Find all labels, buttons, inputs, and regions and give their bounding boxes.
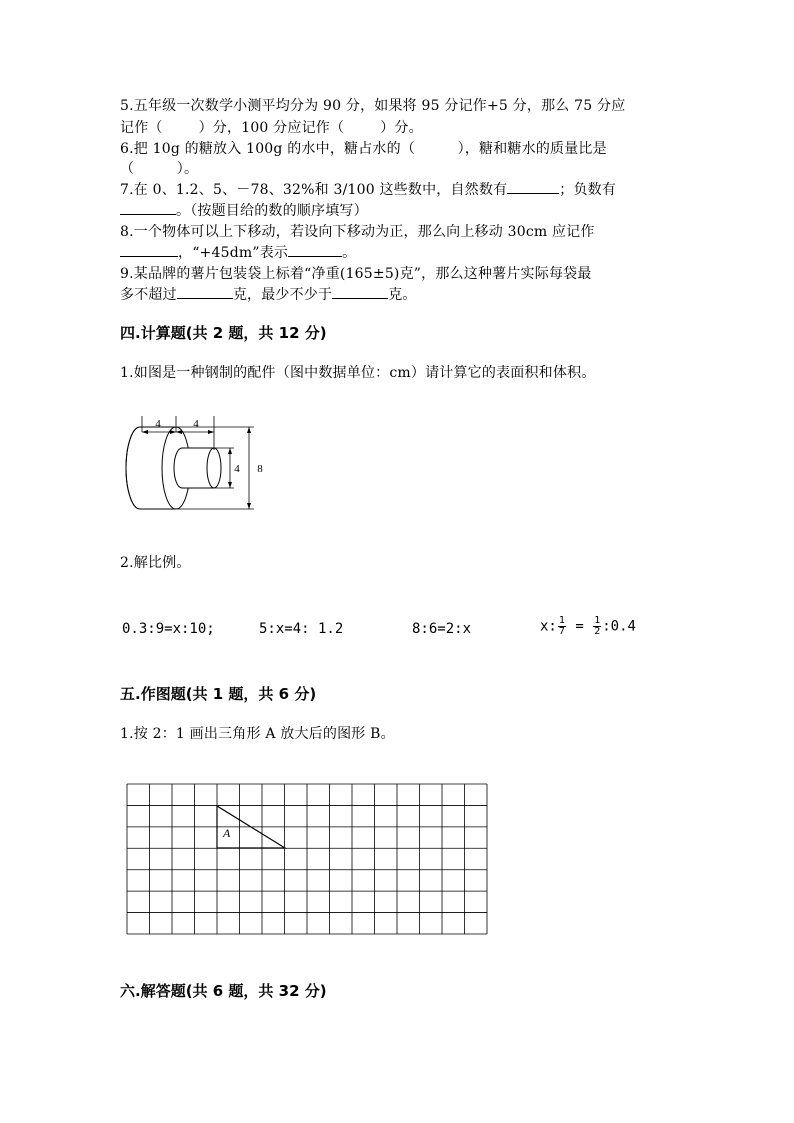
triangle-a-label: A [223, 826, 231, 840]
proportion-1: 0.3:9=x:10; [122, 621, 215, 637]
q7-blank-natural[interactable] [507, 180, 559, 194]
fraction-one-half: $\frac{1}{2}$ [594, 615, 601, 637]
fraction-one-seventh: $\frac{1}{7}$ [558, 615, 565, 637]
q5-line1: 5.五年级一次数学小测平均分为 90 分，如果将 95 分记作+5 分，那么 75 分应 [120, 98, 626, 114]
q8-line1: 8.一个物体可以上下移动，若设向下移动为正，那么向上移动 30cm 应记作 [120, 224, 595, 240]
label-left-width: 4 [155, 418, 161, 430]
section4-heading: 四.计算题(共 2 题，共 12 分) [120, 324, 327, 342]
section4-q1: 1.如图是一种钢制的配件（图中数据单位：cm）请计算它的表面积和体积。 [120, 365, 596, 381]
q8-blank-1[interactable] [120, 243, 178, 257]
section5-q1: 1.按 2：1 画出三角形 A 放大后的图形 B。 [120, 726, 395, 742]
q6-line1: 6.把 10g 的糖放入 100g 的水中，糖占水的（ ），糖和糖水的质量比是 [120, 141, 607, 157]
q9-line1: 9.某品牌的薯片包装袋上标着“净重(165±5)克”，那么这种薯片实际每袋最 [120, 266, 592, 282]
q5-line2: 记作（ ）分，100 分应记作（ ）分。 [120, 120, 423, 136]
q9-blank-max[interactable] [177, 285, 233, 299]
q7-line2: 。（按题目给的数的顺序填写） [120, 201, 368, 221]
q8-line2: ，“+45dm”表示 。 [120, 243, 356, 263]
q9-blank-min[interactable] [332, 285, 388, 299]
q8-blank-2[interactable] [288, 243, 342, 257]
label-inner-height: 4 [234, 463, 240, 475]
proportion-2: 5:x=4: 1.2 [259, 621, 344, 637]
steel-part-figure [118, 410, 278, 520]
small-cylinder-face [207, 448, 221, 488]
q7-line1: 7.在 0、1.2、5、－78、32%和 3/100 这些数中，自然数有 ；负数有 [120, 182, 617, 198]
q7-blank-negative[interactable] [120, 201, 176, 215]
proportion-4: x: $\frac{1}{7}$ = $\frac{1}{2}$ :0.4 [540, 615, 636, 637]
section4-q2: 2.解比例。 [120, 555, 191, 571]
label-outer-height: 8 [257, 463, 263, 475]
q9-line2: 多不超过 克，最少不少于 克。 [120, 287, 417, 303]
drawing-grid[interactable] [125, 782, 489, 936]
q6-line2: （ ）。 [120, 161, 199, 177]
section5-heading: 五.作图题(共 1 题，共 6 分) [120, 685, 317, 703]
section6-heading: 六.解答题(共 6 题，共 32 分) [120, 982, 327, 1000]
label-right-width: 4 [193, 418, 199, 430]
proportion-3: 8:6=2:x [412, 621, 472, 637]
